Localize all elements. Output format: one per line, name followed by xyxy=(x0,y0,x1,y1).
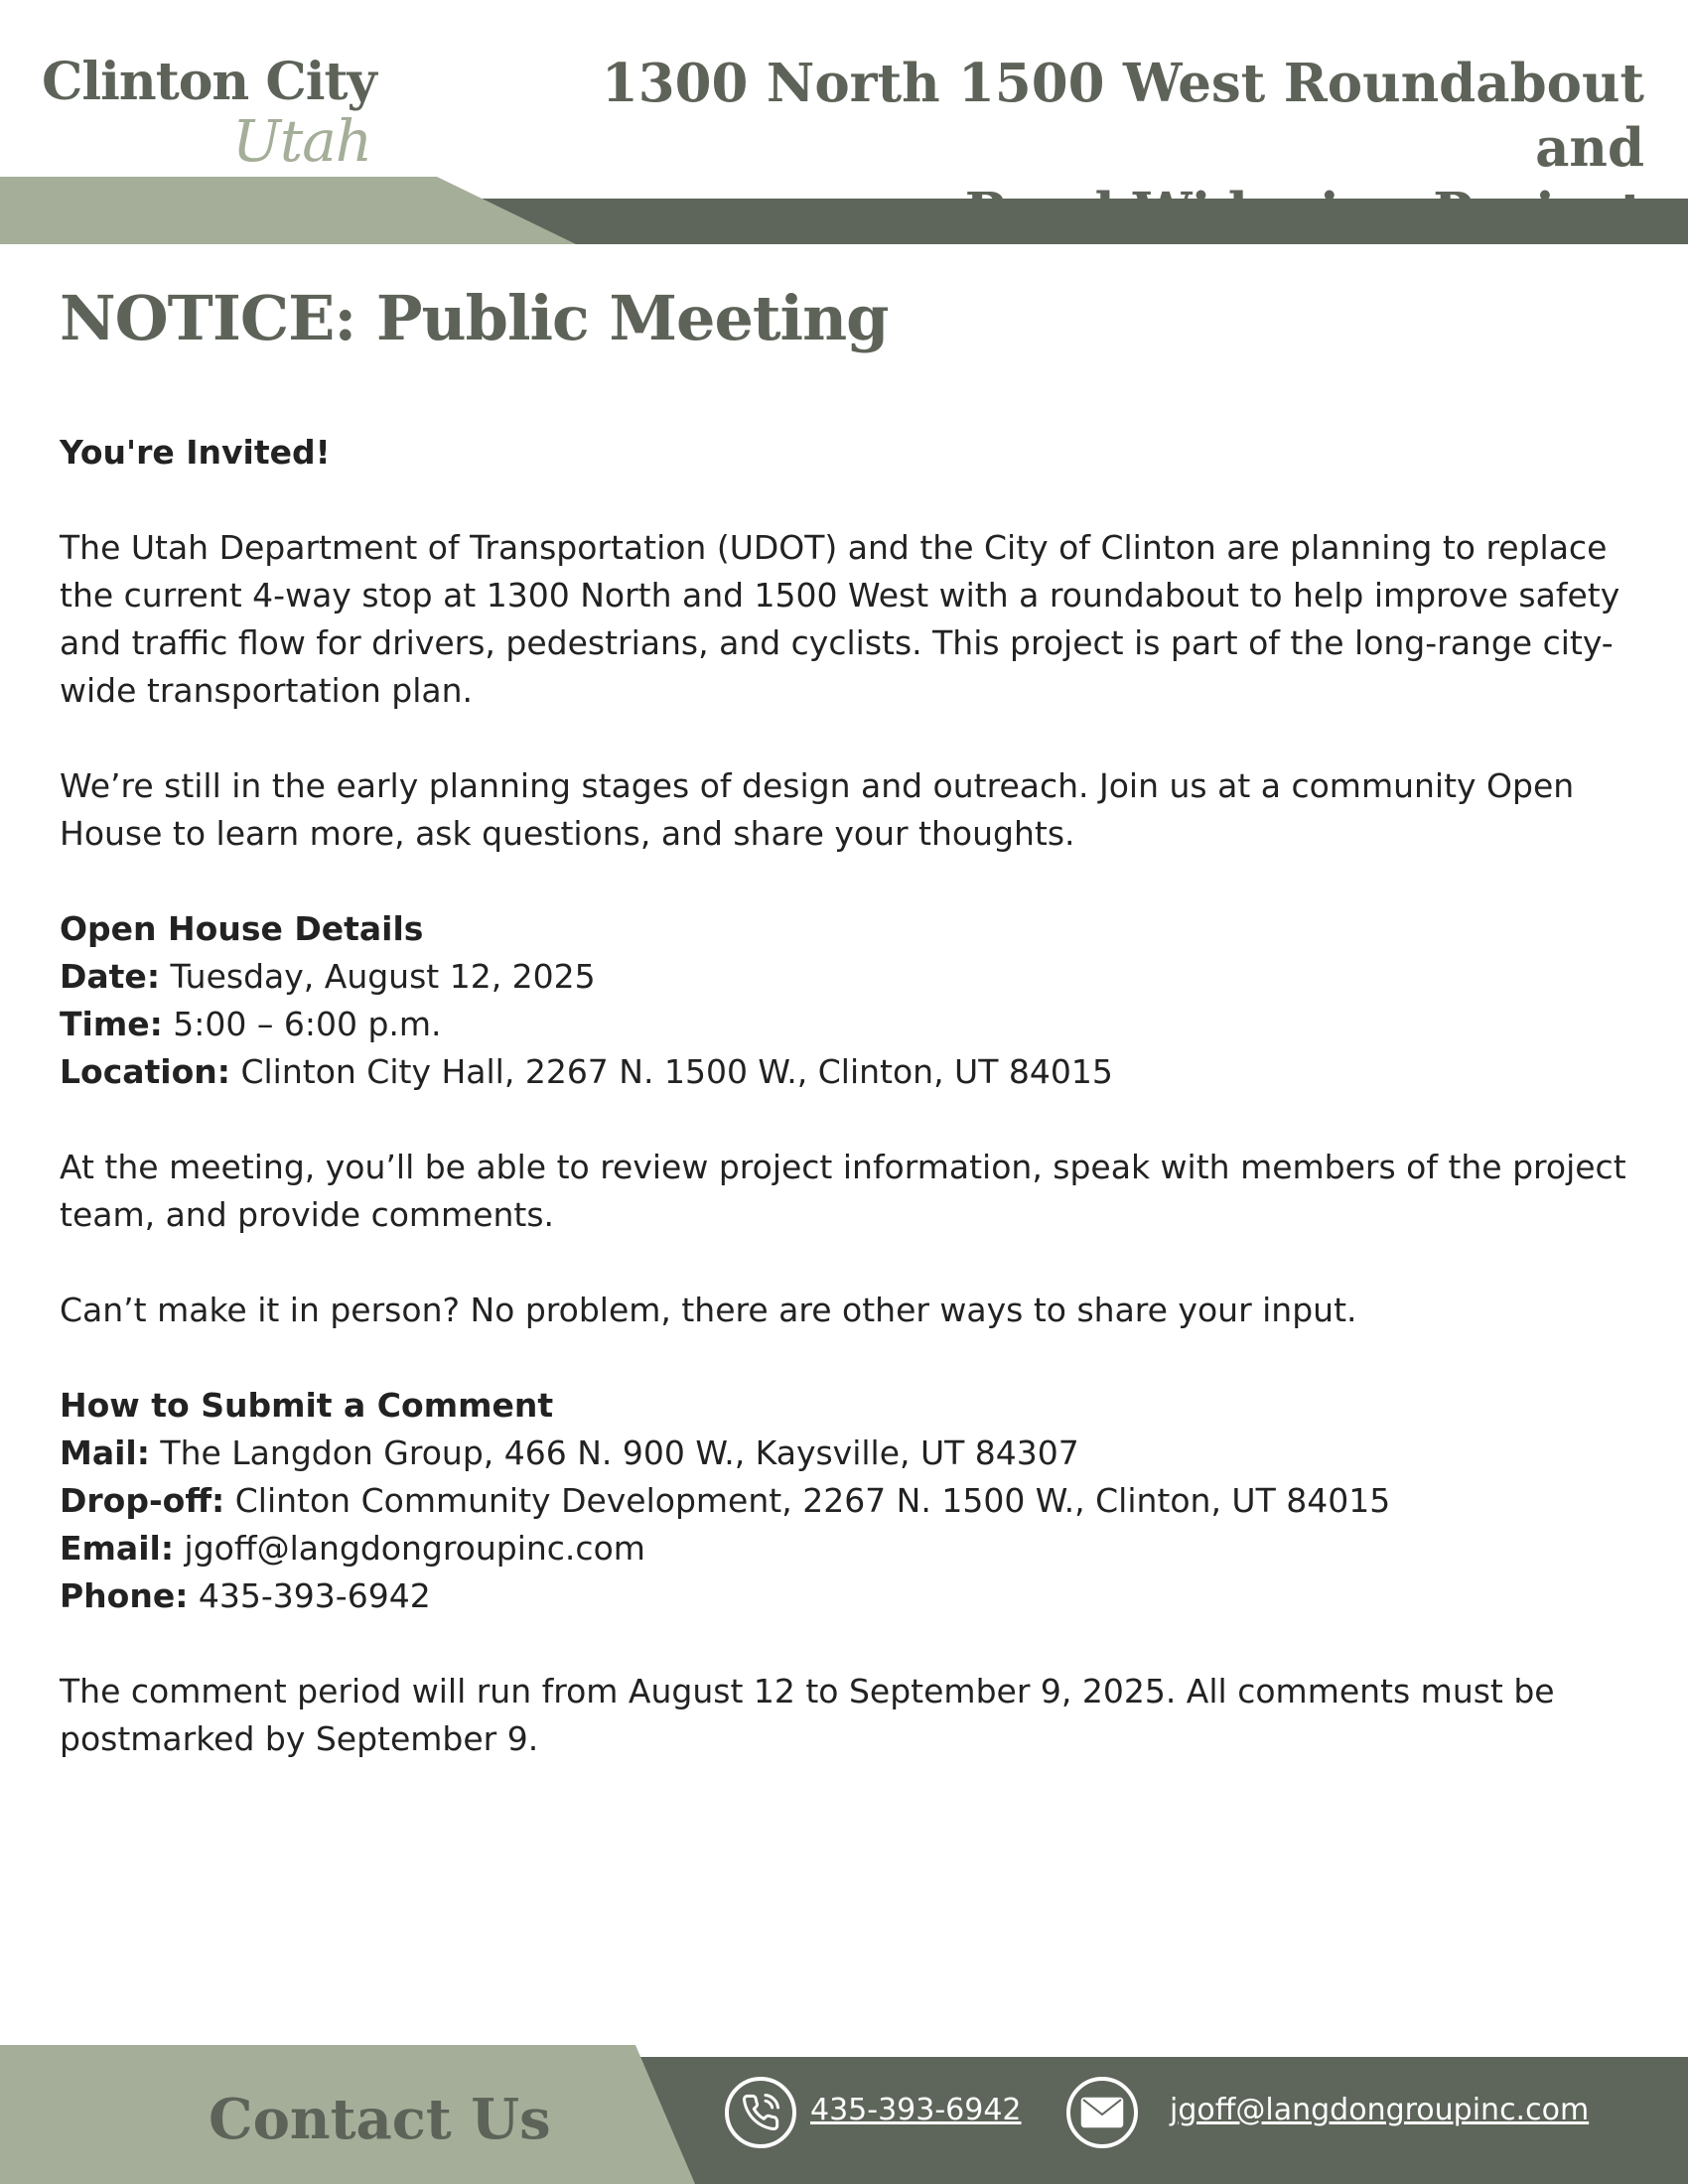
email-value[interactable]: jgoff@langdongroupinc.com xyxy=(174,1529,645,1568)
date-label: Date: xyxy=(60,957,161,996)
intro-paragraph: The Utah Department of Transportation (UDOT) and the City of Clinton are planning to replace the current 4-way stop at 1300 North and 1500 West with a roundabout to help improve safety and traffic flow for drivers, pedestrians, and cyclists. This project is part of the long-range city-wide transportation plan. xyxy=(60,528,1620,710)
logo-city-text: Clinton City xyxy=(42,52,376,112)
mail-label: Mail: xyxy=(60,1433,150,1472)
invite-heading: You're Invited! xyxy=(60,433,331,472)
comments-heading: How to Submit a Comment xyxy=(60,1386,554,1425)
contact-us-heading: Contact Us xyxy=(209,2087,551,2152)
date-value: Tuesday, August 12, 2025 xyxy=(160,957,596,996)
open-house-date xyxy=(60,953,1638,1001)
mail-value: The Langdon Group, 466 N. 900 W., Kaysville, UT 84307 xyxy=(149,1433,1079,1472)
time-value: 5:00 – 6:00 p.m. xyxy=(162,1005,442,1043)
open-house-location xyxy=(60,1048,1638,1096)
planning-paragraph: We’re still in the early planning stages of design and outreach. Join us at a community Open House to learn more, ask questions, and share your thoughts. xyxy=(60,766,1575,853)
header-band-light xyxy=(0,177,576,244)
email-label: Email: xyxy=(60,1529,175,1568)
comment-phone xyxy=(60,1572,1638,1620)
dropoff-value: Clinton Community Development, 2267 N. 1500 W., Clinton, UT 84015 xyxy=(224,1481,1391,1520)
phone-icon xyxy=(725,2077,796,2148)
envelope-icon xyxy=(1066,2077,1138,2148)
notice-body xyxy=(60,429,1638,1763)
phone-label: Phone: xyxy=(60,1576,189,1615)
location-label: Location: xyxy=(60,1052,230,1091)
footer-phone-link[interactable]: 435-393-6942 xyxy=(810,2093,1022,2127)
open-house-heading: Open House Details xyxy=(60,909,424,948)
notice-title: NOTICE: Public Meeting xyxy=(60,282,889,354)
open-house-time xyxy=(60,1001,1638,1048)
meeting-paragraph: At the meeting, you’ll be able to review project information, speak with members of the project team, and provide comments. xyxy=(60,1148,1626,1234)
footer-email-link[interactable]: jgoff@langdongroupinc.com xyxy=(1170,2093,1590,2127)
project-title-line1: 1300 North 1500 West Roundabout and xyxy=(601,53,1644,179)
cant-make-it-paragraph: Can’t make it in person? No problem, there are other ways to share your input. xyxy=(60,1291,1357,1329)
clinton-city-logo xyxy=(42,52,399,181)
phone-value[interactable]: 435-393-6942 xyxy=(188,1576,431,1615)
time-label: Time: xyxy=(60,1005,163,1043)
logo-state-text: Utah xyxy=(232,107,372,175)
comment-period-paragraph: The comment period will run from August 12 to September 9, 2025. All comments must be postmarked by September 9. xyxy=(60,1672,1555,1758)
comment-dropoff xyxy=(60,1477,1638,1525)
dropoff-label: Drop-off: xyxy=(60,1481,225,1520)
comment-mail xyxy=(60,1430,1638,1477)
location-value: Clinton City Hall, 2267 N. 1500 W., Clinton, UT 84015 xyxy=(229,1052,1113,1091)
comment-email xyxy=(60,1525,1638,1572)
